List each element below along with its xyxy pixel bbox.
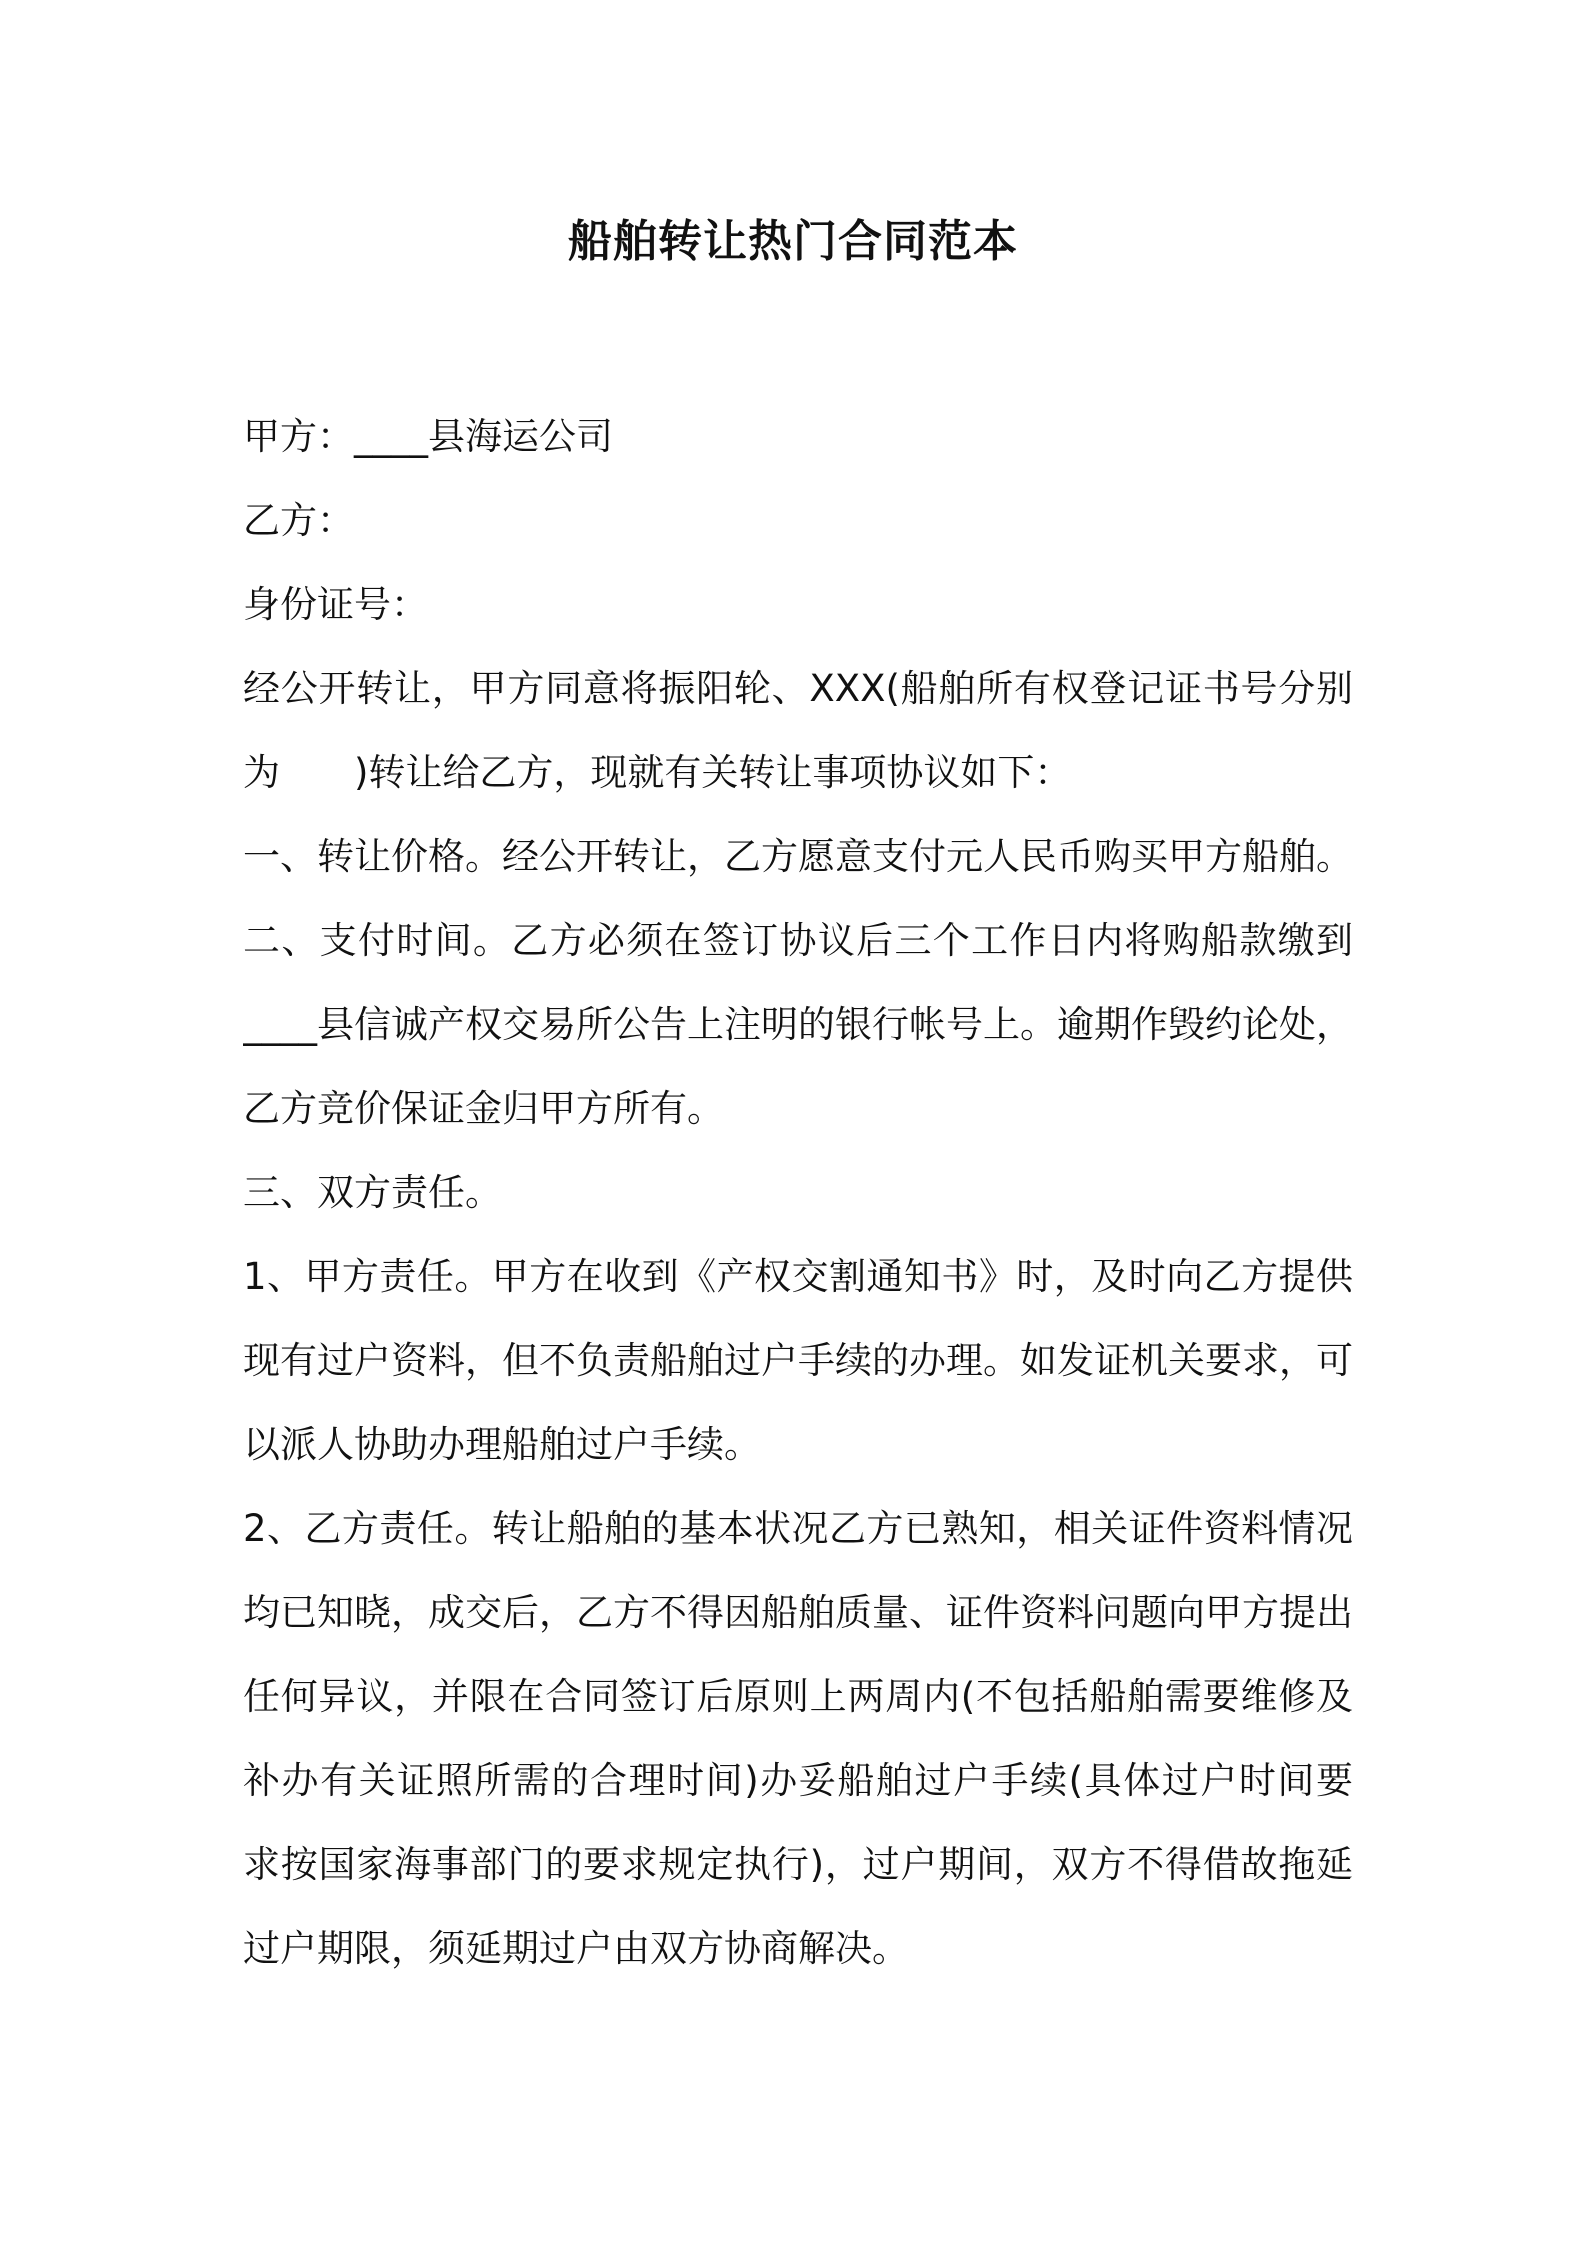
party-b-line: 乙方：	[243, 499, 354, 542]
party-b-responsibility-line: 任何异议，并限在合同签订后原则上两周内(不包括船舶需要维修及	[243, 1675, 1353, 1718]
party-b-responsibility-line: 过户期限，须延期过户由双方协商解决。	[243, 1927, 909, 1970]
party-a-responsibility-line: 1、甲方责任。甲方在收到《产权交割通知书》时，及时向乙方提供	[243, 1255, 1353, 1298]
party-b-responsibility-line: 均已知晓，成交后，乙方不得因船舶质量、证件资料问题向甲方提出	[243, 1591, 1353, 1634]
clause-payment-line: 乙方竞价保证金归甲方所有。	[243, 1087, 724, 1130]
party-a-line: 甲方：____县海运公司	[243, 415, 613, 458]
party-b-responsibility-line: 2、乙方责任。转让船舶的基本状况乙方已熟知，相关证件资料情况	[243, 1507, 1353, 1550]
clause-payment-line: 二、支付时间。乙方必须在签订协议后三个工作日内将购船款缴到	[243, 919, 1353, 962]
paragraph-line: 经公开转让，甲方同意将振阳轮、XXX(船舶所有权登记证书号分别	[243, 667, 1353, 710]
clause-payment-line: ____县信诚产权交易所公告上注明的银行帐号上。逾期作毁约论处，	[243, 1003, 1353, 1046]
party-b-responsibility-line: 补办有关证照所需的合理时间)办妥船舶过户手续(具体过户时间要	[243, 1759, 1353, 1802]
clause-price-line: 一、转让价格。经公开转让，乙方愿意支付元人民币购买甲方船舶。	[243, 835, 1353, 878]
paragraph-line: 为 )转让给乙方，现就有关转让事项协议如下：	[243, 751, 1072, 794]
party-a-responsibility-line: 现有过户资料，但不负责船舶过户手续的办理。如发证机关要求，可	[243, 1339, 1353, 1382]
id-number-line: 身份证号：	[243, 583, 428, 626]
document-title: 船舶转让热门合同范本	[568, 216, 1018, 267]
clause-responsibility-heading: 三、双方责任。	[243, 1171, 502, 1214]
party-b-responsibility-line: 求按国家海事部门的要求规定执行)，过户期间，双方不得借故拖延	[243, 1843, 1353, 1886]
party-a-responsibility-line: 以派人协助办理船舶过户手续。	[243, 1423, 761, 1466]
